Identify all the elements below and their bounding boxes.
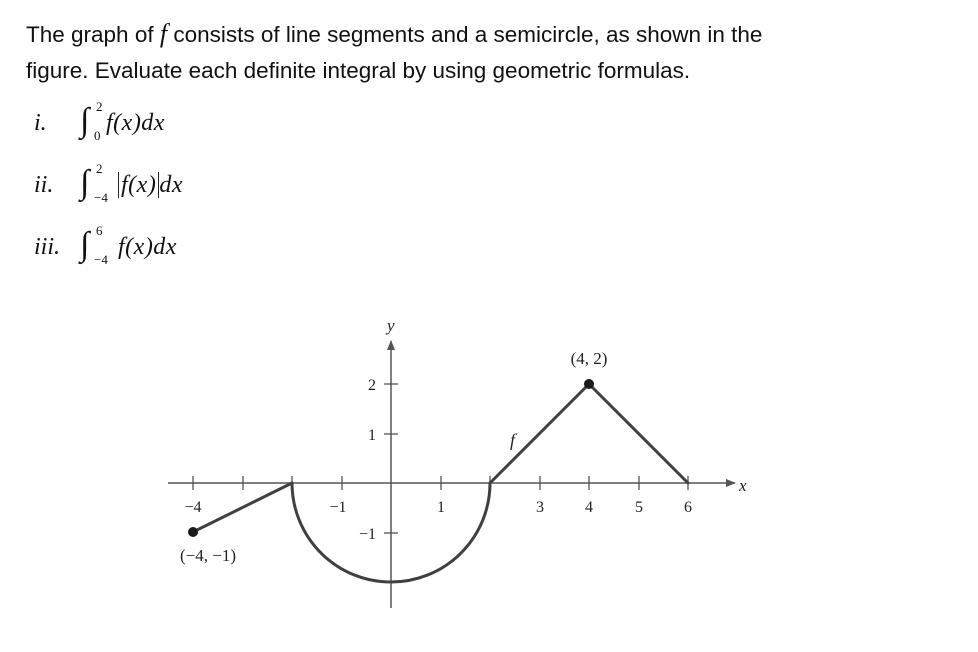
integral-ii-sign: ∫ 2 −4 [80,161,108,205]
x-tick-label: −1 [329,499,347,516]
integral-i-integrand: f(x)dx [106,109,165,136]
x-tick-label: 1 [437,499,445,516]
integral-iii-sign: ∫ 6 −4 [80,223,108,267]
integral-iii-numeral: iii. [34,233,61,260]
y-tick-label: 2 [368,377,376,394]
integral-iii-lower-limit: −4 [94,252,108,267]
integral-iii-upper-limit: 6 [96,223,103,238]
point-peak [584,379,594,389]
point-label-peak: (4, 2) [570,349,608,368]
integral-iii-integrand: f(x)dx [118,233,177,260]
problem-line-1-post: consists of line segments and a semicircle, as shown in the [167,22,763,47]
segment-left [193,483,292,532]
integral-i-upper-limit: 2 [96,99,103,114]
x-tick-label: 4 [585,499,593,516]
x-tick-label: 6 [684,499,692,516]
point-label-start: (−4, −1) [180,546,236,565]
integral-ii-upper-limit: 2 [96,161,103,176]
integral-ii-lower-limit: −4 [94,190,108,205]
integral-i-sign: ∫ 2 0 [80,99,103,143]
x-tick-label: 3 [536,499,544,516]
y-tick-label: 1 [368,427,376,444]
integral-ii-abs-integrand: f(x) [118,172,159,198]
point-start [188,527,198,537]
integral-ii-dx: dx [159,171,183,198]
problem-line-1-pre: The graph of [26,22,160,47]
f-symbol: f [159,19,168,48]
curve-label: f [510,430,516,450]
integral-i-lower-limit: 0 [94,128,101,143]
integral-ii-numeral: ii. [34,171,54,198]
y-axis-label: y [387,316,395,335]
integral-i-numeral: i. [34,109,47,136]
x-tick-label: −4 [184,499,202,516]
y-tick-label: −1 [358,526,376,543]
x-axis-label: x [739,476,747,495]
problem-line-2: figure. Evaluate each definite integral by using geometric formulas. [26,58,691,83]
x-tick-label: 5 [635,499,643,516]
segment-right [490,384,688,483]
